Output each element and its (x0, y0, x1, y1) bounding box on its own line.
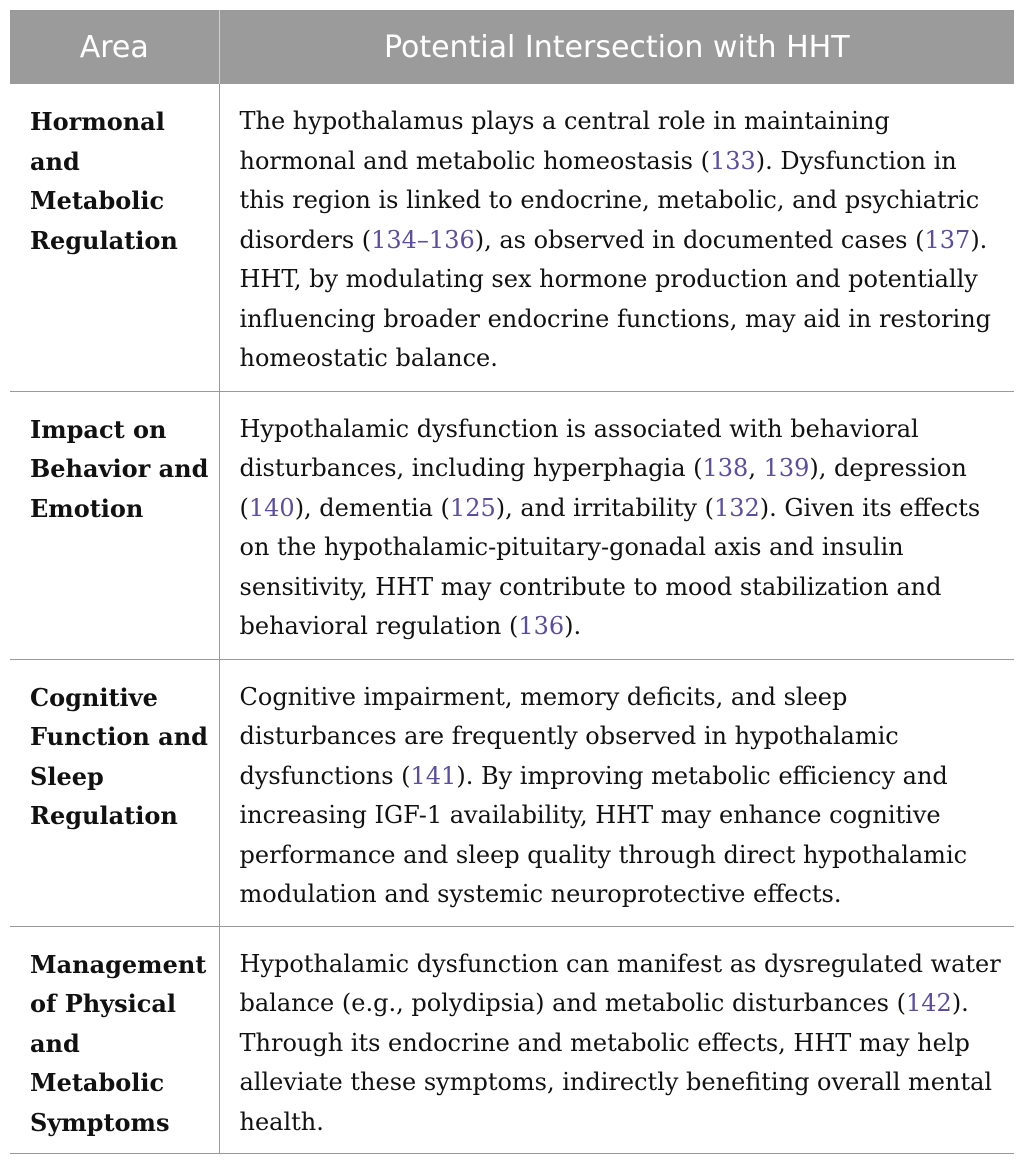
citation-link[interactable]: 132 (713, 493, 760, 522)
hht-table (10, 10, 1014, 1154)
table-row (10, 84, 1014, 391)
description-text: ). By improving metabolic efficiency and increasing IGF-1 availability, HHT may enhance cognitive performance and sleep quality through direct hypothalamic modulation and systemic neuroprotective effects. (239, 761, 968, 908)
description-text: ). HHT, by modulating sex hormone production and potentially influencing broader endocrine functions, may aid in restoring homeostatic balance. (239, 225, 992, 372)
citation-link[interactable]: 136 (518, 612, 565, 640)
area-cell: Impact on Behavior and Emotion (10, 391, 219, 659)
header-area: Area (10, 10, 219, 84)
description-cell (219, 659, 1014, 926)
area-cell: Hormonal and Metabolic Regulation (10, 84, 219, 391)
citation-link[interactable]: 140 (248, 493, 295, 522)
table-row (10, 391, 1014, 659)
citation-link[interactable]: 133 (709, 146, 756, 175)
area-cell: Management of Physical and Metabolic Symptoms (10, 926, 219, 1153)
header-row (10, 10, 1014, 84)
citation-link[interactable]: 137 (924, 225, 971, 254)
description-cell (219, 84, 1014, 391)
citation-link[interactable]: 134–136 (371, 225, 475, 254)
table-row (10, 659, 1014, 926)
description-text: ). (564, 612, 582, 640)
description-text: ), dementia ( (294, 493, 450, 522)
citation-link[interactable]: 125 (449, 493, 496, 522)
description-text: ). Through its endocrine and metabolic effects, HHT may help alleviate these symptoms, indirectly benefiting overall mental health. (239, 989, 993, 1136)
citation-link[interactable]: 142 (906, 989, 952, 1017)
description-cell (219, 926, 1014, 1153)
description-text: The hypothalamus plays a central role in maintaining hormonal and metabolic homeostasis ( (239, 107, 890, 175)
citation-link[interactable]: 139 (763, 454, 810, 482)
description-text: Cognitive impairment, memory deficits, and sleep disturbances are frequently observed in hypothalamic dysfunctions ( (239, 682, 899, 790)
header-intersection: Potential Intersection with HHT (219, 10, 1014, 84)
description-text: ), as observed in documented cases ( (474, 225, 925, 254)
citation-link[interactable]: 141 (410, 761, 457, 790)
table-row (10, 926, 1014, 1153)
description-text: ), depression ( (239, 454, 967, 522)
description-text: Hypothalamic dysfunction is associated with behavioral disturbances, including hyperphagia ( (239, 414, 919, 482)
description-text: ). Given its effects on the hypothalamic-pituitary-gonadal axis and insulin sensitivity, HHT may contribute to mood stabilization and behavioral regulation ( (239, 493, 981, 640)
description-text: ). Dysfunction in this region is linked to endocrine, metabolic, and psychiatric disorders ( (239, 146, 980, 254)
description-text: , (748, 454, 764, 482)
description-cell (219, 391, 1014, 659)
area-cell: Cognitive Function and Sleep Regulation (10, 659, 219, 926)
description-text: ), and irritability ( (495, 493, 714, 522)
description-text: Hypothalamic dysfunction can manifest as dysregulated water balance (e.g., polydipsia) and metabolic disturbances ( (239, 949, 1001, 1017)
citation-link[interactable]: 138 (702, 454, 749, 482)
